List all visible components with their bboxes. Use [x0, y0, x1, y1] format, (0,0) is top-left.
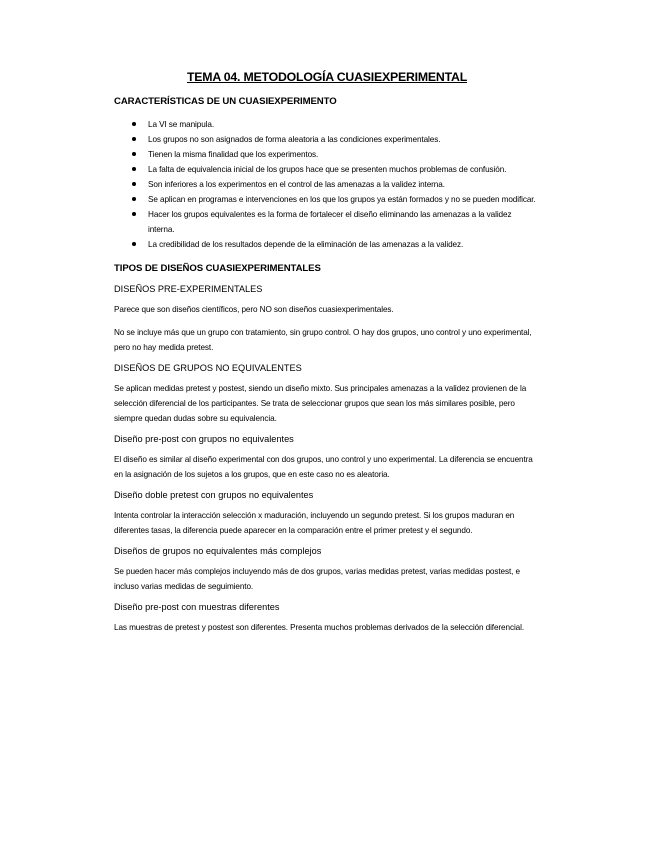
list-item-text: Son inferiores a los experimentos en el control de las amenazas a la validez interna. — [148, 180, 445, 189]
subheading-pre-post: Diseño pre-post con grupos no equivalentes — [114, 434, 294, 444]
section-heading-tipos: TIPOS DE DISEÑOS CUASIEXPERIMENTALES — [114, 263, 321, 274]
paragraph: Se pueden hacer más complejos incluyendo más de dos grupos, varias medidas pretest, varias medidas postest, e incluso varias medidas de seguimiento. — [114, 567, 520, 591]
bullet-icon — [132, 197, 136, 201]
document-body — [114, 70, 540, 643]
paragraph: Parece que son diseños científicos, pero NO son diseños cuasiexperimentales. — [114, 305, 394, 314]
list-item — [148, 177, 540, 192]
list-item — [148, 237, 540, 252]
subheading-preexperimentales: DISEÑOS PRE-EXPERIMENTALES — [114, 284, 263, 294]
bullet-icon — [132, 212, 136, 216]
subheading-mas-complejos: Diseños de grupos no equivalentes más complejos — [114, 546, 322, 556]
list-item-text: Hacer los grupos equivalentes es la forma de fortalecer el diseño eliminando las amenazas a la validez interna. — [148, 210, 512, 234]
list-item — [148, 192, 540, 207]
list-item — [148, 162, 540, 177]
list-item-text: La falta de equivalencia inicial de los grupos hace que se presenten muchos problemas de confusión. — [148, 165, 507, 174]
page-title: TEMA 04. METODOLOGÍA CUASIEXPERIMENTAL — [186, 70, 468, 84]
bullet-icon — [132, 242, 136, 246]
list-item — [148, 132, 540, 147]
list-item-text: Los grupos no son asignados de forma aleatoria a las condiciones experimentales. — [148, 135, 441, 144]
paragraph: Las muestras de pretest y postest son diferentes. Presenta muchos problemas derivados de la selección diferencial. — [114, 623, 525, 632]
characteristics-list — [114, 117, 540, 252]
subheading-doble-pretest: Diseño doble pretest con grupos no equivalentes — [114, 490, 314, 500]
bullet-icon — [132, 152, 136, 156]
paragraph: No se incluye más que un grupo con tratamiento, sin grupo control. O hay dos grupos, uno control y uno experimental, pero no hay medida pretest. — [114, 328, 532, 352]
list-item — [148, 207, 540, 237]
bullet-icon — [132, 137, 136, 141]
bullet-icon — [132, 167, 136, 171]
bullet-icon — [132, 182, 136, 186]
list-item — [148, 117, 540, 132]
paragraph: Intenta controlar la interacción selección x maduración, incluyendo un segundo pretest. Si los grupos maduran en diferentes tasas, la diferencia puede aparecer en la comparación entre el primer pretest y el segundo. — [114, 511, 515, 535]
paragraph: Se aplican medidas pretest y postest, siendo un diseño mixto. Sus principales amenazas a la validez provienen de la selección diferencial de los participantes. Se trata de seleccionar grupos que sean los más similares posible, pero siempre quedan dudas sobre su equivalencia. — [114, 384, 527, 423]
list-item-text: Se aplican en programas e intervenciones en los que los grupos ya están formados y no se pueden modificar. — [148, 195, 536, 204]
bullet-icon — [132, 122, 136, 126]
section-heading-caracteristicas: CARACTERÍSTICAS DE UN CUASIEXPERIMENTO — [114, 96, 337, 107]
list-item-text: Tienen la misma finalidad que los experimentos. — [148, 150, 319, 159]
subheading-no-equivalentes: DISEÑOS DE GRUPOS NO EQUIVALENTES — [114, 363, 302, 373]
list-item-text: La credibilidad de los resultados depende de la eliminación de las amenazas a la validez. — [148, 240, 464, 249]
paragraph: El diseño es similar al diseño experimental con dos grupos, uno control y uno experimental. La diferencia se encuentra en la asignación de los sujetos a los grupos, que en este caso no es aleatoria. — [114, 455, 533, 479]
list-item-text: La VI se manipula. — [148, 120, 215, 129]
subheading-muestras-diferentes: Diseño pre-post con muestras diferentes — [114, 602, 280, 612]
list-item — [148, 147, 540, 162]
